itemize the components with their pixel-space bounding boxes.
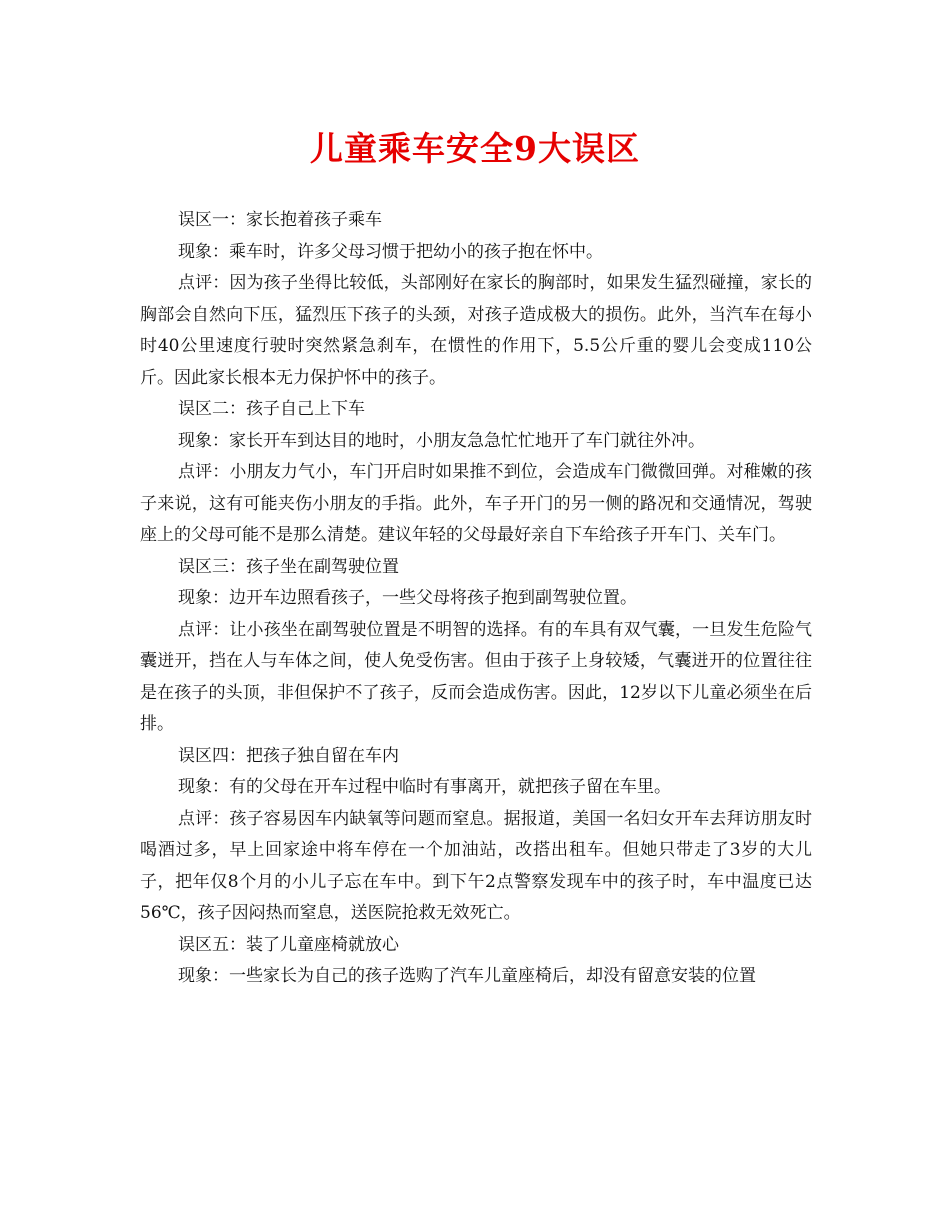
phenomenon-paragraph-5: 现象：一些家长为自己的孩子选购了汽车儿童座椅后，却没有留意安装的位置	[178, 966, 756, 986]
section-heading-4: 误区四：把孩子独自留在车内	[178, 745, 399, 766]
comment-paragraph-2: 点评：小朋友力气小，车门开启时如果推不到位，会造成车门微微回弹。对稚嫩的孩子来说，这有可能夹伤小朋友的手指。此外，车子开门的另一侧的路况和交通情况，驾驶座上的父母可能不是那么清楚。建议年轻的父母最好亲自下车给孩子开车门、关车门。	[140, 462, 812, 545]
phenomenon-paragraph-3: 现象：边开车边照看孩子，一些父母将孩子抱到副驾驶位置。	[178, 588, 637, 608]
section-heading-2: 误区二：孩子自己上下车	[178, 399, 365, 419]
section-heading-3: 误区三：孩子坐在副驾驶位置	[178, 556, 399, 577]
section-heading-5: 误区五：装了儿童座椅就放心	[178, 934, 399, 955]
comment-paragraph-1: 点评：因为孩子坐得比较低，头部刚好在家长的胸部时，如果发生猛烈碰撞，家长的胸部会自然向下压，猛烈压下孩子的头颈，对孩子造成极大的损伤。此外，当汽车在每小时40公里速度行驶时突然紧急刹车，在惯性的作用下，5.5公斤重的婴儿会变成110公斤。因此家长根本无力保护怀中的孩子。	[140, 273, 812, 388]
phenomenon-paragraph-1: 现象：乘车时，许多父母习惯于把幼小的孩子抱在怀中。	[178, 241, 603, 262]
phenomenon-paragraph-2: 现象：家长开车到达目的地时，小朋友急急忙忙地开了车门就往外冲。	[178, 430, 705, 451]
section-heading-1: 误区一：家长抱着孩子乘车	[178, 210, 382, 230]
phenomenon-paragraph-4: 现象：有的父母在开车过程中临时有事离开，就把孩子留在车里。	[178, 777, 671, 797]
comment-paragraph-4: 点评：孩子容易因车内缺氧等问题而窒息。据报道，美国一名妇女开车去拜访朋友时喝酒过多，早上回家途中将车停在一个加油站，改搭出租车。但她只带走了3岁的大儿子，把年仅8个月的小儿子忘在车中。到下午2点警察发现车中的孩子时，车中温度已达56℃，孩子因闷热而窒息，送医院抢救无效死亡。	[140, 808, 812, 923]
comment-paragraph-3: 点评：让小孩坐在副驾驶位置是不明智的选择。有的车具有双气囊，一旦发生危险气囊迸开，挡在人与车体之间，使人免受伤害。但由于孩子上身较矮，气囊迸开的位置往往是在孩子的头顶，非但保护不了孩子，反而会造成伤害。因此，12岁以下儿童必须坐在后排。	[140, 619, 812, 734]
document-body	[140, 205, 812, 993]
document-title: 儿童乘车安全9大误区	[310, 129, 640, 168]
